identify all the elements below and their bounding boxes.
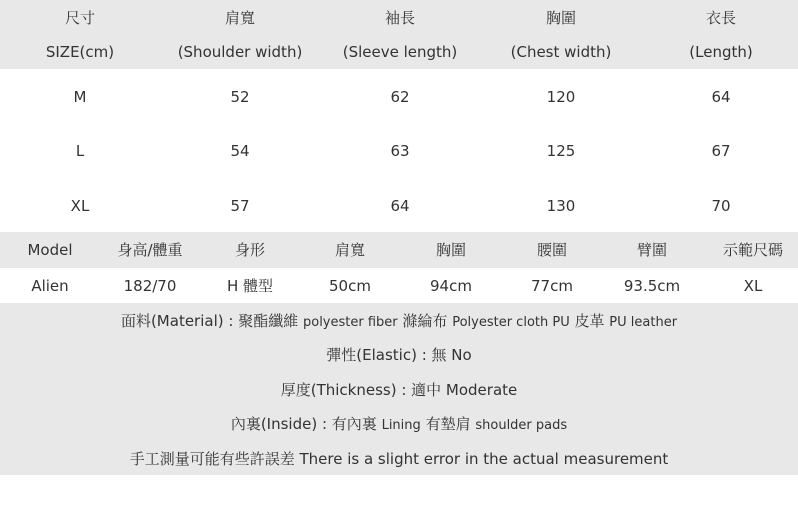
table-row [0,196,798,216]
model-header-height-weight: 身高/體重 [117,241,183,259]
size-cell: M [73,88,87,106]
size-header-en-row [0,42,798,62]
material-leather-zh: 皮革 [574,312,605,330]
table-row [0,87,798,107]
model-header-waist: 腰圍 [536,241,567,259]
chest-cell: 130 [546,197,576,215]
sleeve-cell: 64 [390,197,410,215]
material-polyester-en: polyester fiber [302,315,398,330]
size-cell: XL [70,197,90,215]
material-label: 面料(Material) : [120,312,239,330]
inside-note [0,414,798,436]
model-header-arm: 臂圍 [636,241,667,259]
shoulder-cell: 57 [230,197,250,215]
size-header-length: 衣長 [705,9,736,27]
length-cell: 64 [711,88,731,106]
model-name: Alien [31,277,69,295]
size-header-size-en: SIZE(cm) [45,43,115,61]
model-header-body-type: 身形 [234,241,265,259]
model-header-model: Model [27,241,73,259]
model-shoulder: 50cm [329,277,371,295]
length-cell: 67 [711,142,731,160]
material-leather-en: PU leather [609,315,678,330]
inside-lining: Lining [381,418,421,433]
material-cloth-zh: 滌綸布 [402,312,448,330]
chest-cell: 120 [546,88,576,106]
inside-shoulder-pads-en: shoulder pads [475,418,568,433]
model-row [0,276,798,296]
model-chest: 94cm [430,277,472,295]
size-header-chest: 胸圍 [545,9,576,27]
size-header-sleeve-en: (Sleeve length) [342,43,458,61]
size-header-sleeve: 袖長 [384,9,415,27]
model-body-type: H 體型 [226,277,274,295]
material-cloth-en: Polyester cloth PU [452,315,570,330]
inside-shoulder-pads-zh: 有墊肩 [425,415,471,433]
model-header-size: 示範尺碼 [722,241,783,259]
model-header-chest: 胸圍 [435,241,466,259]
sleeve-cell: 62 [390,88,410,106]
size-header-shoulder: 肩寬 [224,9,255,27]
model-size: XL [743,277,763,295]
model-waist: 77cm [531,277,573,295]
model-header-shoulder: 肩寬 [334,241,365,259]
size-header-length-en: (Length) [689,43,753,61]
shoulder-cell: 52 [230,88,250,106]
table-row [0,141,798,161]
chest-cell: 125 [546,142,576,160]
size-header-chest-en: (Chest width) [510,43,612,61]
model-header-row [0,240,798,260]
size-header-shoulder-en: (Shoulder width) [177,43,303,61]
thickness-note: 厚度(Thickness) : 適中 Moderate [280,381,518,399]
elastic-note: 彈性(Elastic) : 無 No [326,346,472,364]
size-header-size: 尺寸 [64,9,95,27]
material-note [0,311,798,333]
length-cell: 70 [711,197,731,215]
size-cell: L [75,142,85,160]
inside-label: 內裏(Inside) : 有內裏 [230,415,377,433]
model-arm: 93.5cm [623,277,681,295]
material-polyester-zh: 聚酯纖維 [238,312,299,330]
size-header-zh-row [0,8,798,28]
sleeve-cell: 63 [390,142,410,160]
measurement-error-note: 手工測量可能有些許誤差 There is a slight error in the actual measurement [129,450,669,468]
shoulder-cell: 54 [230,142,250,160]
model-height-weight: 182/70 [123,277,177,295]
